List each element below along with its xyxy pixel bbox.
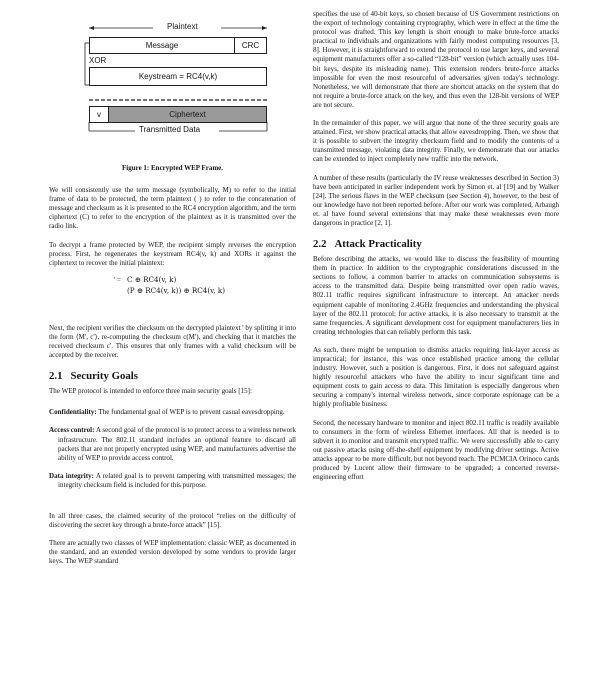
section-heading: [49, 370, 296, 382]
wep-frame-figure: [49, 10, 296, 165]
paragraph: We will consistently use the term message (symbolically, M) to refer to the initial frame of data to be protected, the term plaintext ( ) to refer to the concatenation of message and checksum as it is presented to the RC4 encryption algorithm, and the term ciphertext (C) to refer to the encryption of the plaintext as it is transmitted over the radio link.: [49, 186, 296, 231]
paragraph: To decrypt a frame protected by WEP, the recipient simply reverses the encryption process. First, he regenerates the keystream RC4(v, k) and XORs it against the ciphertext to recover the initial plaintext:: [49, 240, 296, 267]
definition-data-integrity: [49, 472, 296, 490]
definition-text: A related goal is to prevent tampering with transmitted messages; the integrity checksum field is included for this purpose.: [58, 471, 296, 489]
crc-box: [234, 37, 267, 54]
transmitted-label: Transmitted Data: [139, 125, 201, 134]
section-number: 2.2: [313, 238, 327, 251]
ciphertext-label: Ciphertext: [169, 110, 206, 119]
figure-lines: [49, 10, 296, 165]
section-heading: [313, 238, 559, 250]
message-box: [89, 37, 235, 54]
plaintext-label: Plaintext: [167, 22, 198, 31]
keystream-box: [89, 67, 267, 86]
definition-access-control: [49, 426, 296, 462]
paragraph: There are actually two classes of WEP implementation: classic WEP, as documented in the standard, and an extended version developed by some vendors to provide larger keys. The WEP standard: [49, 539, 296, 566]
definition-text: The fundamental goal of WEP is to prevent casual eavesdropping.: [96, 408, 285, 417]
equation-rhs-1: C ⊕ RC4(v, k): [127, 274, 177, 284]
definition-term: Data integrity:: [49, 471, 94, 480]
paragraph: specifies the use of 40-bit keys, so chosen because of US Government restrictions on the export of technology containing cryptography, which were in effect at the time the protocol was drafted. This key length is short enough to make brute-force attacks practical to individuals and organizations with fairly modest computing resources [3, 8]. However, it is straightforward to extend the protocol to use larger keys, and several equipment manufacturers offer a so-called “128-bit” version (which actually uses 104-bit keys, despite its misleading name). This extension renders brute-force attacks impossible for even the most resourceful of adversaries given today's technology. Nonetheless, we will demonstrate that there are shortcut attacks on the system that do not require a brute-force attack on the key, and thus even the 128-bit versions of WEP are not secure.: [313, 10, 559, 109]
section-number: 2.1: [49, 370, 63, 383]
left-column: [49, 10, 296, 566]
section-title: Attack Practicality: [334, 238, 422, 251]
section-title: Security Goals: [70, 370, 138, 383]
definition-list: [49, 408, 296, 490]
figure-caption: Figure 1: Encrypted WEP Frame.: [121, 164, 224, 172]
crc-label: CRC: [241, 41, 260, 50]
definition-term: Confidentiality:: [49, 408, 97, 417]
iv-label: v: [97, 110, 101, 119]
definition-confidentiality: [49, 408, 296, 417]
paragraph: Before describing the attacks, we would like to discuss the feasibility of mounting them in practice. In addition to the cryptographic considerations discussed in the sections to follow, a common barrier to attacks on communication subsystems is access to the transmitted data. Despite being transmitted over open radio waves, 802.11 traffic requires significant infrastructure to intercept. An attacker needs equipment capable of monitoring 2.4GHz frequencies and understanding the physical layer of the 802.11 protocol; for active attacks, it is also necessary to transmit at the same frequencies. A significant development cost for equipment manufacturers lies in creating technologies that can reliably perform this task.: [313, 255, 559, 336]
equation: [49, 274, 296, 296]
paragraph: A number of these results (particularly the IV reuse weaknesses described in Section 3) have been anticipated in earlier independent work by Simon et. al [19] and by Walker [24]. The serious flaws in the WEP checksum (see Section 4), however, to the best of our knowledge have not been reported before. After our work was completed, Arbaugh et. al have found several extensions that may make these weaknesses even more dangerous in practice [2, 1].: [313, 173, 559, 227]
arrow-head-right: [262, 26, 267, 30]
paragraph: In the remainder of this paper, we will argue that none of the three security goals are attained. First, we show practical attacks that allow eavesdropping. Then, we show that it is possible to subvert the integrity checksum field and to modify the contents of a transmitted message, violating data integrity. Finally, we demonstrate that our attacks can be extended to inject completely new traffic into the network.: [313, 119, 559, 164]
paragraph: Next, the recipient verifies the checksum on the decrypted plaintext ' by splitting it into the form ⟨M', c'⟩, re-computing the checksum c(M'), and checking that it matches the received checksum c'. This ensures that only frames with a valid checksum will be accepted by the receiver.: [49, 323, 296, 360]
paragraph: The WEP protocol is intended to enforce three main security goals [15]:: [49, 387, 252, 396]
paragraph: As such, there might be temptation to dismiss attacks requiring link-layer access as impractical; for instance, this was once established practice among the cellular industry. However, such a position is dangerous. First, it does not safeguard against highly resourceful attackers who have the ability to incur significant time and equipment costs to gain access to data. This limitation is especially dangerous when securing a company's internal wireless network, since corporate espionage can be a highly profitable business.: [313, 345, 559, 409]
definition-text: A second goal of the protocol is to protect access to a wireless network infrastructure. The 802.11 standard includes an optional feature to discard all packets that are not properly encrypted using WEP, and manufacturers advertise the ability of WEP to provide access control.: [58, 426, 296, 462]
xor-label: XOR: [89, 56, 107, 65]
arrow-head-left: [89, 26, 94, 30]
right-column: [313, 10, 559, 482]
paragraph: Second, the necessary hardware to monitor and inject 802.11 traffic is readily available to consumers in the form of wireless Ethernet interfaces. All that is needed is to subvert it to monitor and transmit encrypted traffic. We were successfully able to carry out passive attacks using off-the-shelf equipment by modifying driver settings. Active attacks appear to be more difficult, but not beyond reach. The PCMCIA Orinoco cards produced by Lucent allow their firmware to be upgraded; a concerted reverse-engineering effort: [313, 418, 559, 482]
ciphertext-box: [108, 106, 267, 123]
message-label: Message: [145, 41, 179, 50]
paragraph: In all three cases, the claimed security of the protocol “relies on the difficulty of discovering the secret key through a brute-force attack” [15].: [49, 511, 296, 530]
equation-lhs: ' =: [113, 274, 121, 284]
equation-rhs-2: (P ⊕ RC4(v, k)) ⊕ RC4(v, k): [127, 285, 226, 295]
keystream-label: Keystream = RC4(v,k): [138, 72, 218, 81]
iv-box: [89, 106, 109, 123]
definition-term: Access control:: [49, 426, 95, 435]
